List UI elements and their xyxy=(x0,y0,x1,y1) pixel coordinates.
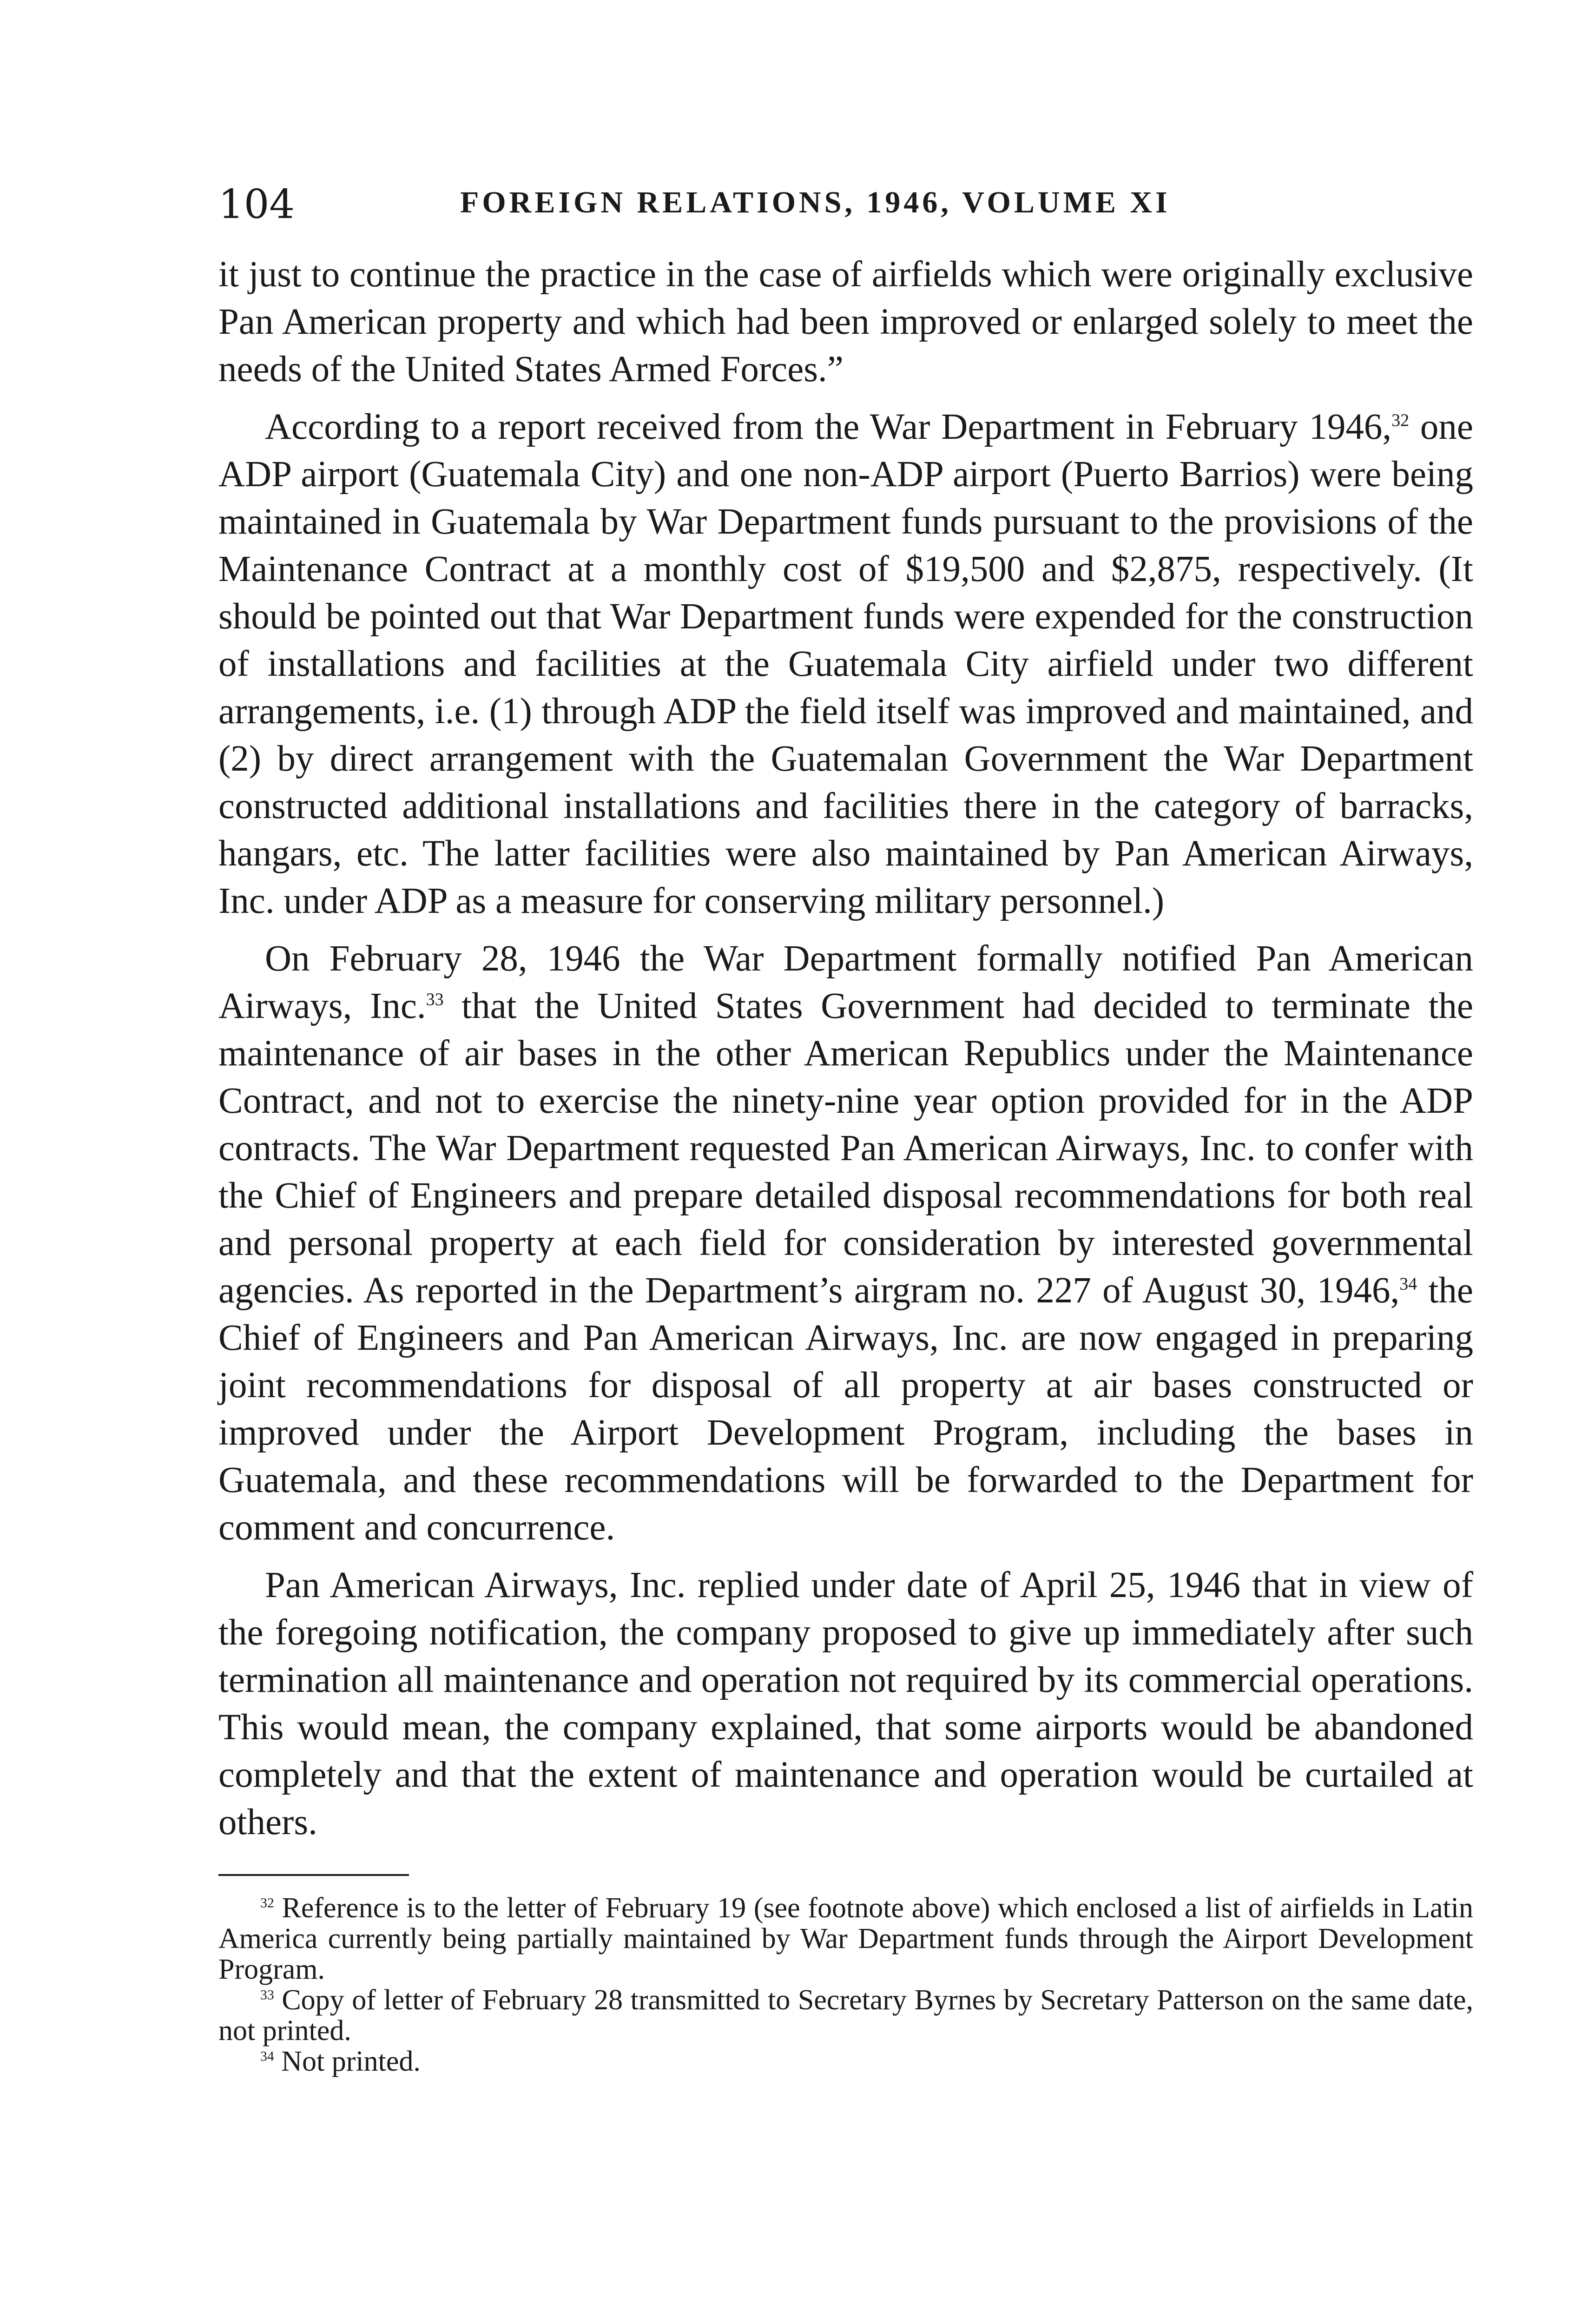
footnote-ref-32[interactable]: 32 xyxy=(1391,410,1410,430)
footnote-32: $^{32}$ Reference is to the letter of February 19 (see footnote above) which enclosed a list of airfields in Latin America currently being partially maintained by War Department funds through the Airport Development Program. xyxy=(218,1892,1473,1985)
page-header xyxy=(218,181,1473,251)
footnote-number: 33 xyxy=(260,1987,274,2003)
footnotes xyxy=(218,1893,1473,2077)
footnote-33: $^{33}$ Copy of letter of February 28 transmitted to Secretary Byrnes by Secretary Patterson on the same date, not printed. xyxy=(218,1984,1473,2047)
body-text xyxy=(218,251,1473,1846)
footnote-number: 34 xyxy=(260,2048,274,2064)
footnote-ref-33[interactable]: 33 xyxy=(426,990,444,1010)
paragraph-war-department-report: According to a report received from the War Department in February 1946,32 one ADP airport (Guatemala City) and one non-ADP airport (Puerto Barrios) were being maintained in Guatemala by War Department funds pursuant to the provisions of the Maintenance Contract at a monthly cost of $19,500 and $2,875, respectively. (It should be pointed out that War Department funds were expended for the construction of installations and facilities at the Guatemala City airfield under two different arrangements, i.e. (1) through ADP the field itself was improved and maintained, and (2) by direct arrangement with the Guatemalan Government the War Department constructed additional installations and facilities there in the category of barracks, hangars, etc. The latter facilities were also maintained by Pan American Airways, Inc. under ADP as a measure for conserving military personnel.) xyxy=(218,407,1473,921)
document-page xyxy=(218,181,1473,2324)
paragraph-continuation: it just to continue the practice in the case of airfields which were originally exclusive Pan American property and which had been improved or enlarged solely to meet the needs of the United States Armed Forces.” xyxy=(218,254,1473,390)
paragraph-pan-american-reply: Pan American Airways, Inc. replied under date of April 25, 1946 that in view of the foregoing notification, the company proposed to give up immediately after such termination all maintenance and operation not required by its commercial operations. This would mean, the company explained, that some airports would be abandoned completely and that the extent of maintenance and operation would be curtailed at others. xyxy=(218,1565,1473,1842)
footnote-number: 32 xyxy=(260,1895,274,1911)
footnote-ref-34[interactable]: 34 xyxy=(1399,1274,1417,1294)
running-head: FOREIGN RELATIONS, 1946, VOLUME XI xyxy=(460,185,1171,219)
footnote-divider xyxy=(218,1874,409,1876)
page-number: 104 xyxy=(218,181,295,228)
footnote-34: $^{34}$ Not printed. xyxy=(260,2046,421,2077)
paragraph-termination-notice: On February 28, 1946 the War Department formally notified Pan American Airways, Inc.$^{33}$ that the United States Government had decided to terminate the maintenance of air bases in the other American Republics under the Maintenance Contract, and not to exercise the ninety-nine year option provided for in the ADP contracts. The War Department requested Pan American Airways, Inc. to confer with the Chief of Engineers and prepare detailed disposal recommendations for both real and personal property at each field for consideration by interested governmental agencies. As reported in the Department’s airgram no. 227 of August 30, 1946,34 the Chief of Engineers and Pan American Airways, Inc. are now engaged in preparing joint recommendations for disposal of all property at air bases constructed or improved under the Airport Development Program, including the bases in Guatemala, and these recommendations will be forwarded to the Department for comment and concurrence. xyxy=(218,938,1473,1548)
